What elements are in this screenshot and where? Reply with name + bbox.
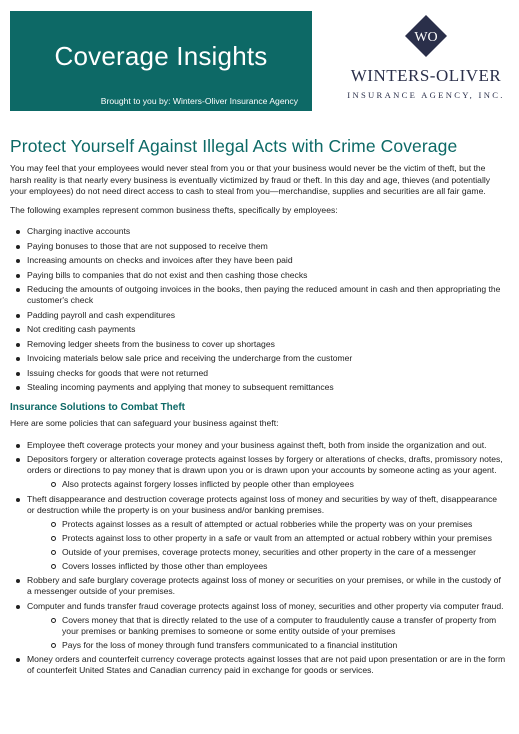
- sub-item: [44, 640, 507, 651]
- sub-item: [44, 519, 507, 530]
- solution-item: [10, 601, 507, 651]
- list-item: [10, 270, 507, 281]
- solution-item-text: Employee theft coverage protects your money and your business against theft, both from inside the organization and out.: [27, 439, 487, 450]
- article: [10, 136, 507, 680]
- list-item-text: Reducing the amounts of outgoing invoices in the books, then paying the reduced amount in cash and then appropriating the customer's check: [27, 284, 501, 306]
- solution-item-text: Robbery and safe burglary coverage protects against loss of money or securities on your premises, or while in the custody of a messenger outside of your premises.: [27, 575, 501, 597]
- solution-item: [10, 440, 507, 451]
- solution-item-text: Depositors forgery or alteration coverage protects against losses by forgery or alterations of checks, drafts, promissory notes, orders or directions to pay money that is drawn upon you or is drawn upon your accounts by someone acting as your agent.: [27, 454, 503, 476]
- list-item: [10, 284, 507, 306]
- solution-sublist: [27, 615, 507, 651]
- list-item-text: Paying bills to companies that do not exist and then cashing those checks: [27, 269, 308, 280]
- sub-item-text: Protects against loss to other property in a safe or vault from an attempted or actual robbery within your premises: [62, 532, 492, 543]
- solution-item: [10, 494, 507, 572]
- examples-intro: The following examples represent common business thefts, specifically by employees:: [10, 204, 338, 215]
- logo-tagline: INSURANCE AGENCY, INC.: [347, 90, 505, 100]
- list-item-text: Issuing checks for goods that were not returned: [27, 367, 209, 378]
- list-item-text: Stealing incoming payments and applying that money to subsequent remittances: [27, 382, 334, 393]
- list-item: [10, 241, 507, 252]
- list-item-text: Paying bonuses to those that are not supposed to receive them: [27, 240, 268, 251]
- sub-item-text: Protects against losses as a result of attempted or actual robberies while the property was on your premises: [62, 518, 473, 529]
- article-title: Protect Yourself Against Illegal Acts with Crime Coverage: [10, 136, 458, 156]
- list-item: [10, 310, 507, 321]
- sub-item: [44, 547, 507, 558]
- list-item-text: Not crediting cash payments: [27, 324, 136, 335]
- sub-item-text: Outside of your premises, coverage protects money, securities and other property in the care of a messenger: [62, 546, 476, 557]
- header-banner: [10, 11, 312, 111]
- solution-item-text: Computer and funds transfer fraud coverage protects against loss of money, securities and other property via computer fraud.: [27, 600, 504, 611]
- company-logo: [340, 14, 512, 110]
- examples-list: [10, 226, 507, 393]
- logo-name: WINTERS-OLIVER: [350, 66, 502, 85]
- solution-item-text: Theft disappearance and destruction coverage protects against loss of money and securities by way of theft, disappearance or destruction while the property is on your business and/or banking premises.: [27, 493, 498, 515]
- wo-monogram-diamond-icon: [404, 14, 448, 58]
- solution-sublist: [27, 519, 507, 572]
- svg-text:WO: WO: [414, 30, 438, 45]
- intro-paragraph: You may feel that your employees would never steal from you or that your business would never be the victim of theft, but the harsh reality is that nearly every business is eventually victimized by fraud or theft. In this day and age, thieves (and potentially your employees) do not need direct access to cash to steal from you—merchandise, supplies and securities are all fair game.: [10, 163, 491, 197]
- list-item-text: Charging inactive accounts: [27, 226, 131, 237]
- solution-item-text: Money orders and counterfeit currency coverage protects against losses that are not paid upon presentation or are in the form of counterfeit United States and Canadian currency paid in exchange for goods or services.: [27, 654, 506, 676]
- sub-item-text: Covers losses inflicted by those other than employees: [62, 560, 268, 571]
- solution-item: [10, 454, 507, 490]
- list-item: [10, 368, 507, 379]
- list-item-text: Removing ledger sheets from the business to cover up shortages: [27, 338, 275, 349]
- list-item: [10, 339, 507, 350]
- list-item-text: Increasing amounts on checks and invoices after they have been paid: [27, 255, 293, 266]
- solutions-intro: Here are some policies that can safeguard your business against theft:: [10, 418, 279, 429]
- list-item: [10, 382, 507, 393]
- solution-item: [10, 654, 507, 676]
- list-item: [10, 226, 507, 237]
- sub-item-text: Covers money that that is directly related to the use of a computer to fraudulently cause a transfer of property from your premises or banking premises to someone or some entity outside of your premises: [62, 614, 497, 636]
- solution-sublist: [27, 479, 507, 490]
- banner-title: Coverage Insights: [54, 41, 268, 71]
- list-item-text: Invoicing materials below sale price and receiving the undercharge from the customer: [27, 353, 353, 364]
- sub-item-text: Also protects against forgery losses inflicted by people other than employees: [62, 479, 354, 490]
- sub-item: [44, 615, 507, 637]
- sub-item-text: Pays for the loss of money through fund transfers communicated to a financial institution: [62, 639, 398, 650]
- list-item: [10, 255, 507, 266]
- sub-item: [44, 533, 507, 544]
- list-item: [10, 353, 507, 364]
- sub-item: [44, 561, 507, 572]
- solutions-heading: Insurance Solutions to Combat Theft: [10, 402, 186, 414]
- banner-subtitle: Brought to you by: Winters-Oliver Insurance Agency: [100, 96, 298, 106]
- solution-item: [10, 575, 507, 597]
- list-item: [10, 324, 507, 335]
- solutions-list: [10, 440, 507, 677]
- sub-item: [44, 479, 507, 490]
- list-item-text: Padding payroll and cash expenditures: [27, 309, 176, 320]
